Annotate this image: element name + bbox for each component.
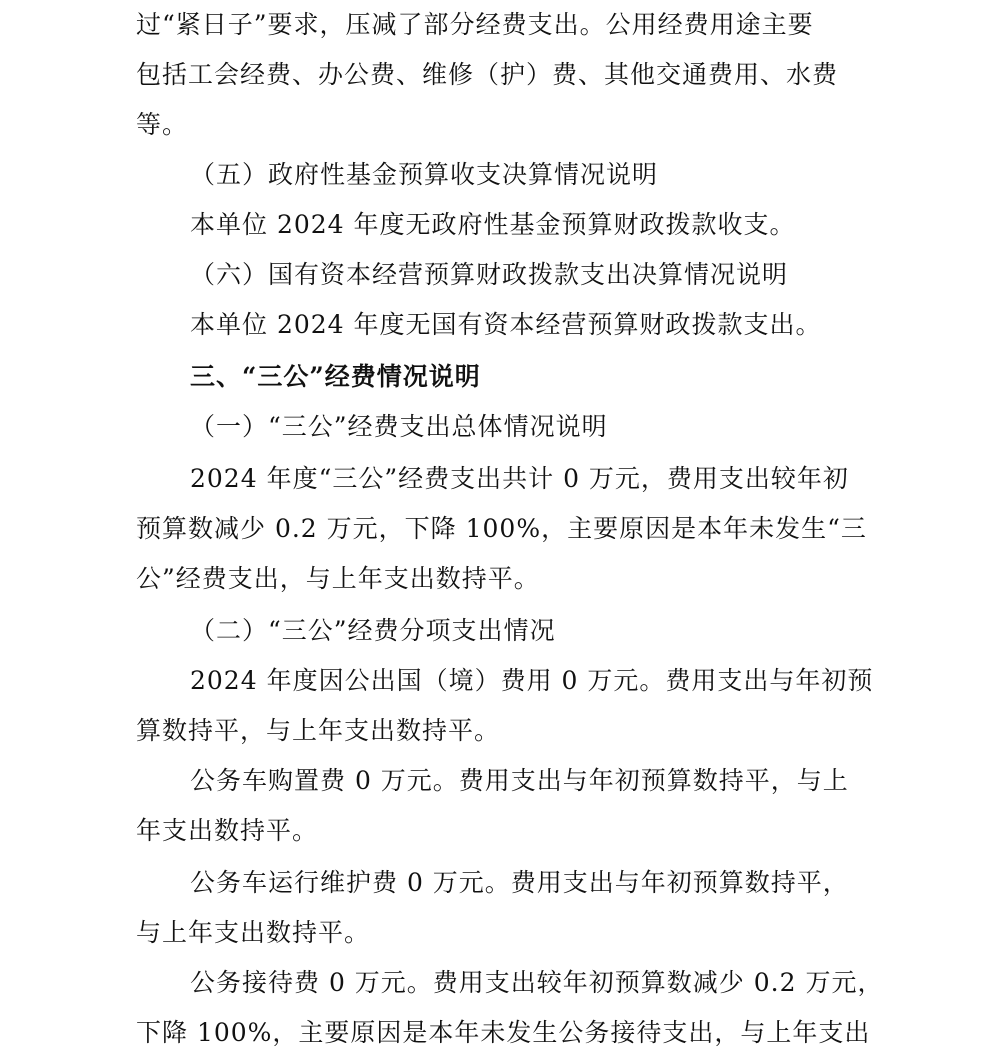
paragraph-line: 公务车运行维护费 0 万元。费用支出与年初预算数持平，	[190, 868, 849, 897]
paragraph-line: 公务车购置费 0 万元。费用支出与年初预算数持平，与上	[190, 766, 849, 795]
paragraph-line: 2024 年度因公出国（境）费用 0 万元。费用支出与年初预	[190, 666, 874, 695]
paragraph-line: 公务接待费 0 万元。费用支出较年初预算数减少 0.2 万元，	[190, 968, 884, 997]
paragraph-line: 下降 100%，主要原因是本年未发生公务接待支出，与上年支出	[136, 1018, 871, 1047]
paragraph-line: 年支出数持平。	[136, 816, 319, 845]
section-heading-1: （一）“三公”经费支出总体情况说明	[190, 412, 608, 441]
section-heading-6: （六）国有资本经营预算财政拨款支出决算情况说明	[190, 260, 789, 289]
paragraph-line: 与上年支出数持平。	[136, 918, 371, 947]
paragraph-line: 公”经费支出，与上年支出数持平。	[136, 564, 540, 593]
paragraph-line: 包括工会经费、办公费、维修（护）费、其他交通费用、水费	[136, 60, 839, 89]
paragraph-line: 2024 年度“三公”经费支出共计 0 万元，费用支出较年初	[190, 464, 849, 493]
section-heading-2: （二）“三公”经费分项支出情况	[190, 616, 556, 645]
paragraph-line: 等。	[136, 110, 189, 139]
paragraph-line: 预算数减少 0.2 万元，下降 100%，主要原因是本年未发生“三	[136, 514, 867, 543]
section-heading-5: （五）政府性基金预算收支决算情况说明	[190, 160, 659, 189]
paragraph-line: 本单位 2024 年度无国有资本经营预算财政拨款支出。	[190, 310, 822, 339]
paragraph-line: 过“紧日子”要求，压减了部分经费支出。公用经费用途主要	[136, 10, 814, 39]
chapter-heading-3: 三、“三公”经费情况说明	[190, 362, 481, 391]
paragraph-line: 本单位 2024 年度无政府性基金预算财政拨款收支。	[190, 210, 796, 239]
paragraph-line: 算数持平，与上年支出数持平。	[136, 716, 501, 745]
